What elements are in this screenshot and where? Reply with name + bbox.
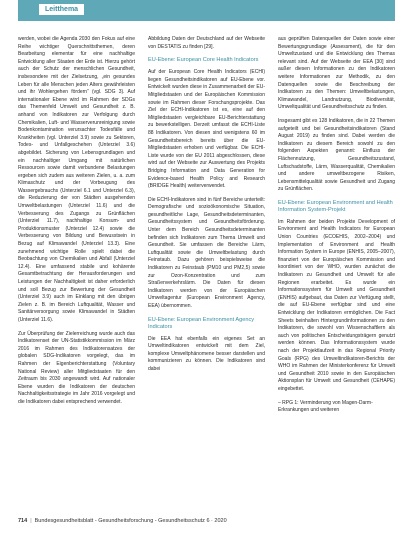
text-column-3: [278, 36, 395, 415]
text-column-2: [148, 36, 265, 380]
page-number: 714: [18, 518, 28, 524]
paragraph: Auf der European Core Health Indicators (ECHI) liegen Gesundheitsindikatoren auf EU-Ebene vor. Entwickelt wurden diese in Zusammenarbeit der EU-Mitgliedstaaten und der Europäischen Kommission sowie im Rahmen dieser Forschungsprojekte. Das Ziel der ECHI-Indikatoren ist es, eine auf den Mitgliedstaaten vergleichbare EU-Berichterstattung zu bewerkstelligen. Derzeit umfasst die ECHI-Liste 88 Indikatoren. Von diesen sind wenigstens 60 im Gesundheitsbereich bereits über die EU-Mitgliedstaaten erhoben und verfügbar. Die ECHI-Liste wurde von der EU 2011 abgeschlossen, diese wird auf der Webseite zur Auswertung des Projekts Bridging Information and Data Generation for Evidence-based Health Policy and Research (BRIDGE Health) weiterverwendet.: [148, 69, 265, 190]
section-heading: EU-Ebene: European Core Health Indicators: [148, 57, 259, 64]
section-heading: EU-Ebene: European Environment Agency Indicators: [148, 316, 255, 330]
paragraph: Die ECHI-Indikatoren sind in fünf Bereiche unterteilt: Demografische und sozioökonomische Situation, gesundheitliche Lage, Gesundheitsdeterminanten, Gesundheitssystem und Gesundheitsförderung. Unter dem Bereich Gesundheitsdeterminanten befinden sich Indikatoren zum Thema Umwelt und Gesundheit. Sie umfassen die Bereiche Lärm, Luftqualität sowie die Umweltbelastung durch Feinstaub. Dazu gehören beispielsweise die Indikatoren zu Feinstaub (PM10 und PM2,5) sowie zur Ozon-Konzentration und zum Straßenverkehrslärm. Die Daten für diesen Indikatoren werden von der Europäischen Umweltagentur (European Environment Agency, EEA) übernommen.: [148, 196, 265, 309]
paragraph: Die EEA hat ebenfalls ein eigenes Set an Umweltindikatoren entwickelt mit dem Ziel, komplexe Umweltphänomene besser darstellen und kommunizieren zu können. Die Indikatoren sind dabei: [148, 335, 265, 372]
paragraph: Zur Überprüfung der Zielerreichung wurde auch das Indikatorenset der UN-Statistikkommission im März 2016 im Rahmen des Indikatorensatzes der globalen SDG-Indikatoren vorgelegt, das im Rahmen der Eigenberichterstattung (Voluntary National Review) aller Mitgliedstaaten für den Zeitraum bis 2030 angewandt wird. Auf nationaler Ebene wurden die Indikatoren der deutschen Nachhaltigkeitsstrategie im Jahr 2016 vorgelegt und die Indikatoren dabei entsprechend verwendet.: [18, 330, 135, 405]
paragraph: Insgesamt gibt es 128 Indikatoren, die in 22 Themen aufgeteilt und bei Gesundheitsindikatoren (Stand August 2019) zu finden sind. Dabei werden die Indikatoren zu diesem Bereich sowohl zu den folgenden Aspekten genannt: Einfluss der Flächennutzung, Gesundheitszustand, Luftschadstoffe, Lärm, Wasserqualität, Chemikalien und andere umweltbezogene Risiken, Lebensmittelqualität sowie Gesundheit und Zugang zu Grünflächen.: [278, 117, 395, 193]
text-column-1: [18, 36, 135, 413]
paragraph: aus geprüften Datenquellen der Daten sowie einer Bewertungsgrundlage (Assessment), die für den Umweltzustand und die Entwicklung des Themas relevant sind. Auf der Webseite der EEA [30] sind außer diesen Informationen zu den Indikatoren weitere Informationen zur Methodik, zu den Datenquellen sowie die Beschreibung der Indikatoren zu den Themen: Umweltbelastungen, Klimawandel, Landnutzung, Biodiversität, Umweltqualität und Gesundheitsschutz zu finden.: [278, 36, 395, 111]
paragraph: werden, wobei die Agenda 2030 den Fokus auf eine Reihe wichtiger Querschnittsthemen, deren Bearbeitung elementar für eine nachhaltige Entwicklung aller Staaten der Erde ist. Hierzu gehört auch der Schutz der menschlichen Gesundheit, insbesondere mit der Zielsetzung, „ein gesundes Leben für alle Menschen jeden Alters gewährleisten und ihr Wohlergehen fördern“ (vgl. SDG 3). Auf internationaler Ebene wird im Rahmen der SDGs das Themenfeld Umwelt und Gesundheit z. B. anhand von Indikatoren zur Verfolgung durch Chemikalien, Luft- und Wasserverunreinigung sowie Bodenkontamination verursachter Todesfälle und Krankheiten (vgl. Unterziel 3.9) sowie zu Sektoren, Todes- und Unfallgeschehen (Unterziel 3.6) abgebildet. Sicherung von Lebensgrundlagen und ein nachhaltiger Umgang mit natürlichen Ressourcen sowie damit verbundene Belastungen ergeben sich zudem aus weiteren Zielen, u. a. zum Klimaschutz und der Vorbeugung des Wassergebrauchs (Unterziel 6.1 und Unterziel 6.3), die Reduzierung der von Städten ausgehenden Umweltbelastungen (Unterziel 11.6) und die Verbesserung des Zugangs zu Grünflächen (Unterziel 11.7), nachhaltige Konsum- und Produktionsmuster (Unterziel 12.4) sowie die Verbesserung von Bildung und Bewusstsein in Bezug auf Klimawandel (Unterziel 13.3). Eine zunehmend wichtige Rolle spielt dabei die Beobachtung von Chemikalien und Abfall (Unterziel 12.4). Eine umfassend stabile und kohärente Gesamtbetrachtung der Herausforderungen und Leistungen der Nachhaltigkeit ist daher erforderlich und soll Bezug zur Bewertung der Gesundheit (Unterziel 3.9) auch im Einklang mit den übrigen Zielen z. B. im Bereich Luftqualität, Wasser und Sanitärversorgung sowie Klimawandel in Städten (Unterziel 11.6).: [18, 36, 135, 323]
list-item: – RPG 1: Verminderung von Magen-Darm-Erkrankungen und weiteren: [278, 399, 373, 414]
section-heading: EU-Ebene: European Environment and Health Information System-Projekt: [278, 199, 393, 213]
header-bar: [18, 0, 395, 21]
footer-separator: |: [30, 518, 32, 524]
paragraph: Im Rahmen der beiden Projekte Development of Environment and Health Indicators for European Union Countries (ECOEHIS, 2002–2004) und Implementation of Environment and Health Information System in Europe (ENHIS, 2005–2007), finanziert von der Europäischen Kommission und koordiniert von der WHO, wurden zunächst die Indikatoren zu Gesundheit und Umwelt für alle Regionen erarbeitet. Es wurde ein Informationssystem für Umwelt und Gesundheit (ENHIS) aufgebaut, das Daten zur Verfügung stellt, die auf EU-Ebene verfügbar sind und eine Entwicklung der Indikatoren ermöglichen. Die Fact Sheets beinhalten Hintergrundinformationen zu den Indikatoren, die sowohl von Wissenschaftlern als auch von politischen Entscheidungsträgern genutzt werden können. Das Informationssystem wurde nach der Projektlaufzeit in das Regional Priority Goals (RPG) des Umweltindikatoren-Berichts der WHO im Rahmen der Ministerkonferenz für Umwelt und Gesundheit 2010 sowie in den Europäischen Aktionsplan für Umwelt und Gesundheit (CEHAPE) eingebettet.: [278, 218, 395, 392]
paragraph: Abbildung Daten der Deutschland auf der Webseite von DESTATIS zu finden [29].: [148, 36, 265, 50]
journal-name: Bundesgesundheitsblatt - Gesundheitsforschung - Gesundheitsschutz 6 · 2020: [34, 518, 227, 524]
page-footer: [18, 518, 227, 524]
section-rubric: Leitthema: [39, 4, 84, 15]
goal-list: [278, 400, 395, 415]
